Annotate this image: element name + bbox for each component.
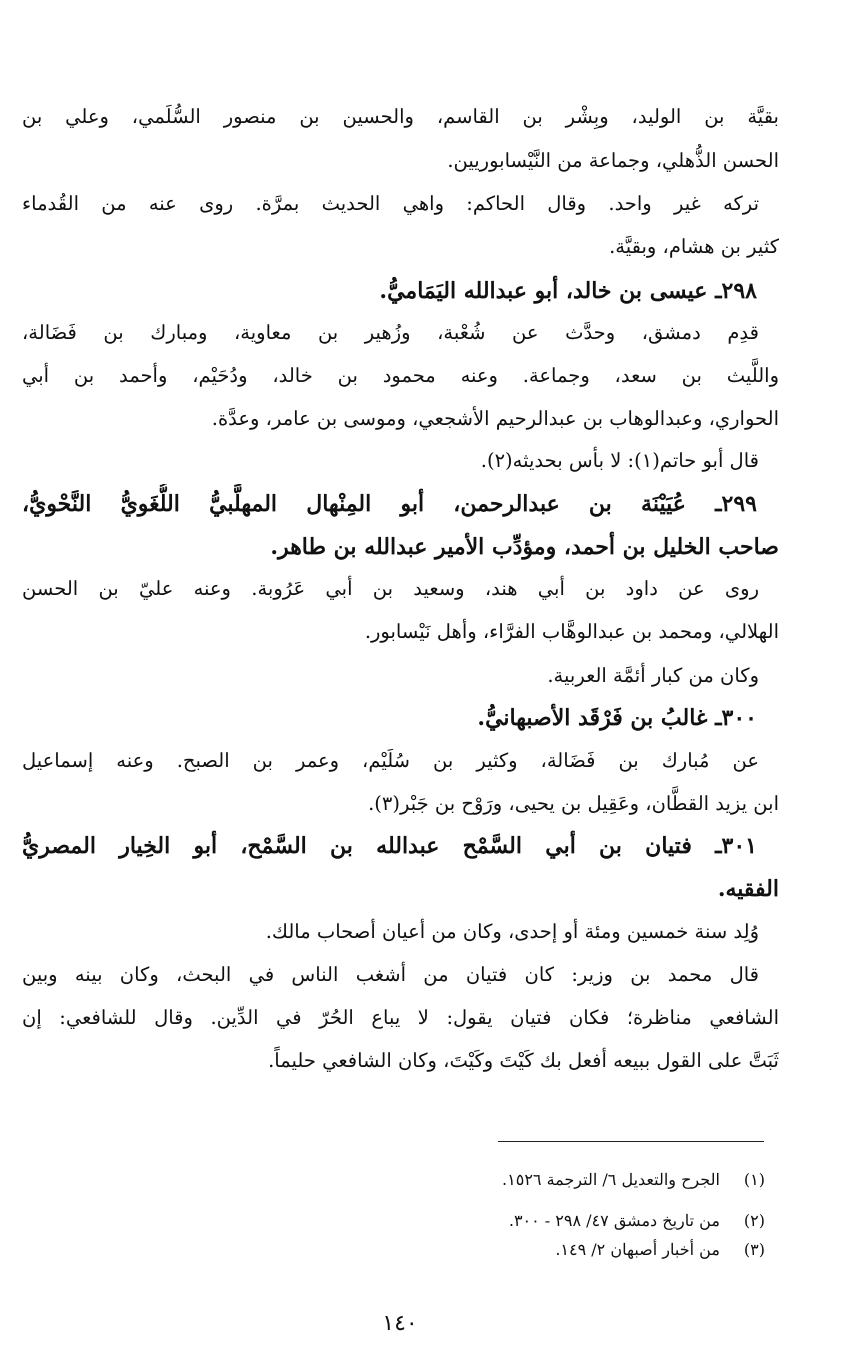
body-line: ثَبَتَّ على القول ببيعه أفعل بك كَيْتَ وكَيْتَ، وكان الشافعي حليماً. [268,1049,779,1072]
footnote-number: (١) [743,1170,765,1189]
body-line: ابن يزيد القطَّان، وعَقِيل بن يحيى، ورَوْح بن جَبْر(٣). [368,792,779,815]
entry-heading-301: ٣٠١ـ فتيان بن أبي السَّمْح عبدالله بن السَّمْح، أبو الخِيار المصريُّ [22,833,757,859]
body-line: قدِم دمشق، وحدَّث عن شُعْبة، وزُهير بن معاوية، ومبارك بن فَضَالة، [22,321,759,344]
body-line: الحواري، وعبدالوهاب بن عبدالرحيم الأشجعي، وموسى بن عامر، وعدَّة. [211,407,779,430]
footnote-1 [65,1166,765,1194]
body-line: بقيَّة بن الوليد، وبِشْر بن القاسم، والحسين بن منصور السُّلَمي، وعلي بن [22,105,779,128]
footnote-text: من أخبار أصبهان ٢/ ١٤٩. [555,1240,720,1259]
footnote-text: من تاريخ دمشق ٤٧/ ٢٩٨ - ٣٠٠. [508,1211,720,1230]
body-line: روى عن داود بن أبي هند، وسعيد بن أبي عَرُوبة. وعنه عليّ بن الحسن [22,577,759,600]
footnote-number: (٢) [743,1211,765,1230]
body-line: وكان من كبار أئمَّة العربية. [547,664,759,687]
body-line: الشافعي مناظرة؛ فكان فتيان يقول: لا يباع الحُرّ في الدِّين. وقال للشافعي: إن [22,1006,779,1029]
footnote-2 [65,1207,765,1235]
body-line: واللَّيث بن سعد، وجماعة. وعنه محمود بن خالد، ودُحَيْم، وأحمد بن أبي [22,364,779,387]
body-line: عن مُبارك بن فَضَالة، وكثير بن سُلَيْم، وعمر بن الصبح. وعنه إسماعيل [22,749,759,772]
body-line: قال محمد بن وزير: كان فتيان من أشغب الناس في البحث، وكان بينه وبين [22,963,759,986]
footnote-number: (٣) [743,1240,765,1259]
footnote-3 [65,1236,765,1264]
footnote-text: الجرح والتعديل ٦/ الترجمة ١٥٢٦. [502,1170,720,1189]
entry-heading-299-cont: صاحب الخليل بن أحمد، ومؤدِّب الأمير عبدالله بن طاهر. [270,534,779,560]
body-line: وُلِد سنة خمسين ومئة أو إحدى، وكان من أعيان أصحاب مالك. [265,920,759,943]
entry-heading-299: ٢٩٩ـ عُيَيْنَة بن عبدالرحمن، أبو المِنْهال المهلَّبيُّ اللُّغَويُّ النَّحْويُّ، [22,491,757,517]
body-line: قال أبو حاتم(١): لا بأس بحديثه(٢). [480,449,759,472]
body-line: تركه غير واحد. وقال الحاكم: واهي الحديث بمرَّة. روى عنه من القُدماء [22,192,759,215]
footnote-divider [498,1141,764,1142]
body-line: الهلالي، ومحمد بن عبدالوهَّاب الفرَّاء، وأهل نَيْسابور. [364,620,779,643]
entry-heading-298: ٢٩٨ـ عيسى بن خالد، أبو عبدالله اليَمَاميُّ. [379,278,757,304]
body-line: كثير بن هشام، وبقيَّة. [609,235,779,258]
entry-heading-300: ٣٠٠ـ غالبُ بن فَرْقَد الأصبهانيُّ. [477,705,757,731]
page-number: ١٤٠ [382,1311,418,1336]
entry-heading-301-cont: الفقيه. [717,876,779,902]
body-line: الحسن الذُّهلي، وجماعة من النَّيْسابوريين. [447,149,779,172]
